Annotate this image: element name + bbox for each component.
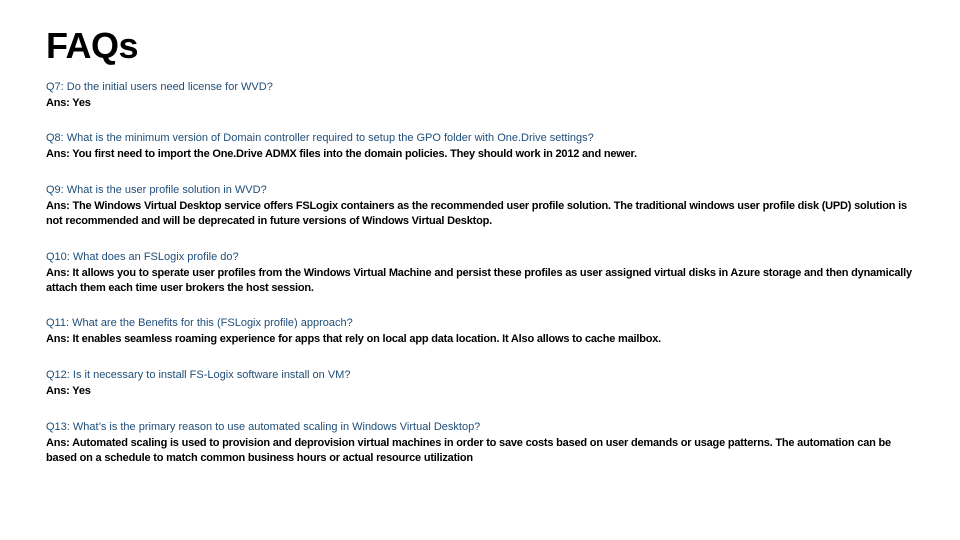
page-title: FAQs: [46, 25, 139, 66]
faq-question: Q7: Do the initial users need license for WVD?: [46, 81, 273, 93]
faq-question: Q11: What are the Benefits for this (FSLogix profile) approach?: [46, 317, 353, 329]
faq-answer: Ans: Automated scaling is used to provision and deprovision virtual machines in order to save costs based on user demands or usage patterns. The automation can be based on a schedule to match common business hours or actual resource utilization: [46, 437, 891, 464]
faq-item-q12: [46, 368, 916, 399]
faq-question: Q13: What’s is the primary reason to use automated scaling in Windows Virtual Desktop?: [46, 421, 481, 433]
faq-item-q9: [46, 183, 916, 229]
faq-item-q7: [46, 80, 916, 111]
faq-question: Q10: What does an FSLogix profile do?: [46, 251, 239, 263]
faq-answer: Ans: The Windows Virtual Desktop service offers FSLogix containers as the recommended user profile solution. The traditional windows user profile disk (UPD) solution is not recommended and will be deprecated in future versions of Windows Virtual Desktop.: [46, 200, 907, 227]
faq-answer: Ans: It enables seamless roaming experience for apps that rely on local app data location. It Also allows to cache mailbox.: [46, 333, 662, 345]
faq-answer: Ans: Yes: [46, 385, 91, 397]
faq-item-q8: [46, 131, 916, 162]
faq-item-q13: [46, 420, 916, 466]
faq-question: Q8: What is the minimum version of Domain controller required to setup the GPO folder with One.Drive settings?: [46, 132, 594, 144]
faq-item-q10: [46, 250, 916, 296]
faq-answer: Ans: You first need to import the One.Drive ADMX files into the domain policies. They should work in 2012 and newer.: [46, 148, 637, 160]
faq-answer: Ans: It allows you to sperate user profiles from the Windows Virtual Machine and persist these profiles as user assigned virtual disks in Azure storage and then dynamically attach them each time user brokers the host session.: [46, 267, 912, 294]
faq-question: Q9: What is the user profile solution in WVD?: [46, 184, 267, 196]
faq-item-q11: [46, 316, 916, 347]
faq-question: Q12: Is it necessary to install FS-Logix software install on VM?: [46, 369, 351, 381]
faq-answer: Ans: Yes: [46, 97, 91, 109]
